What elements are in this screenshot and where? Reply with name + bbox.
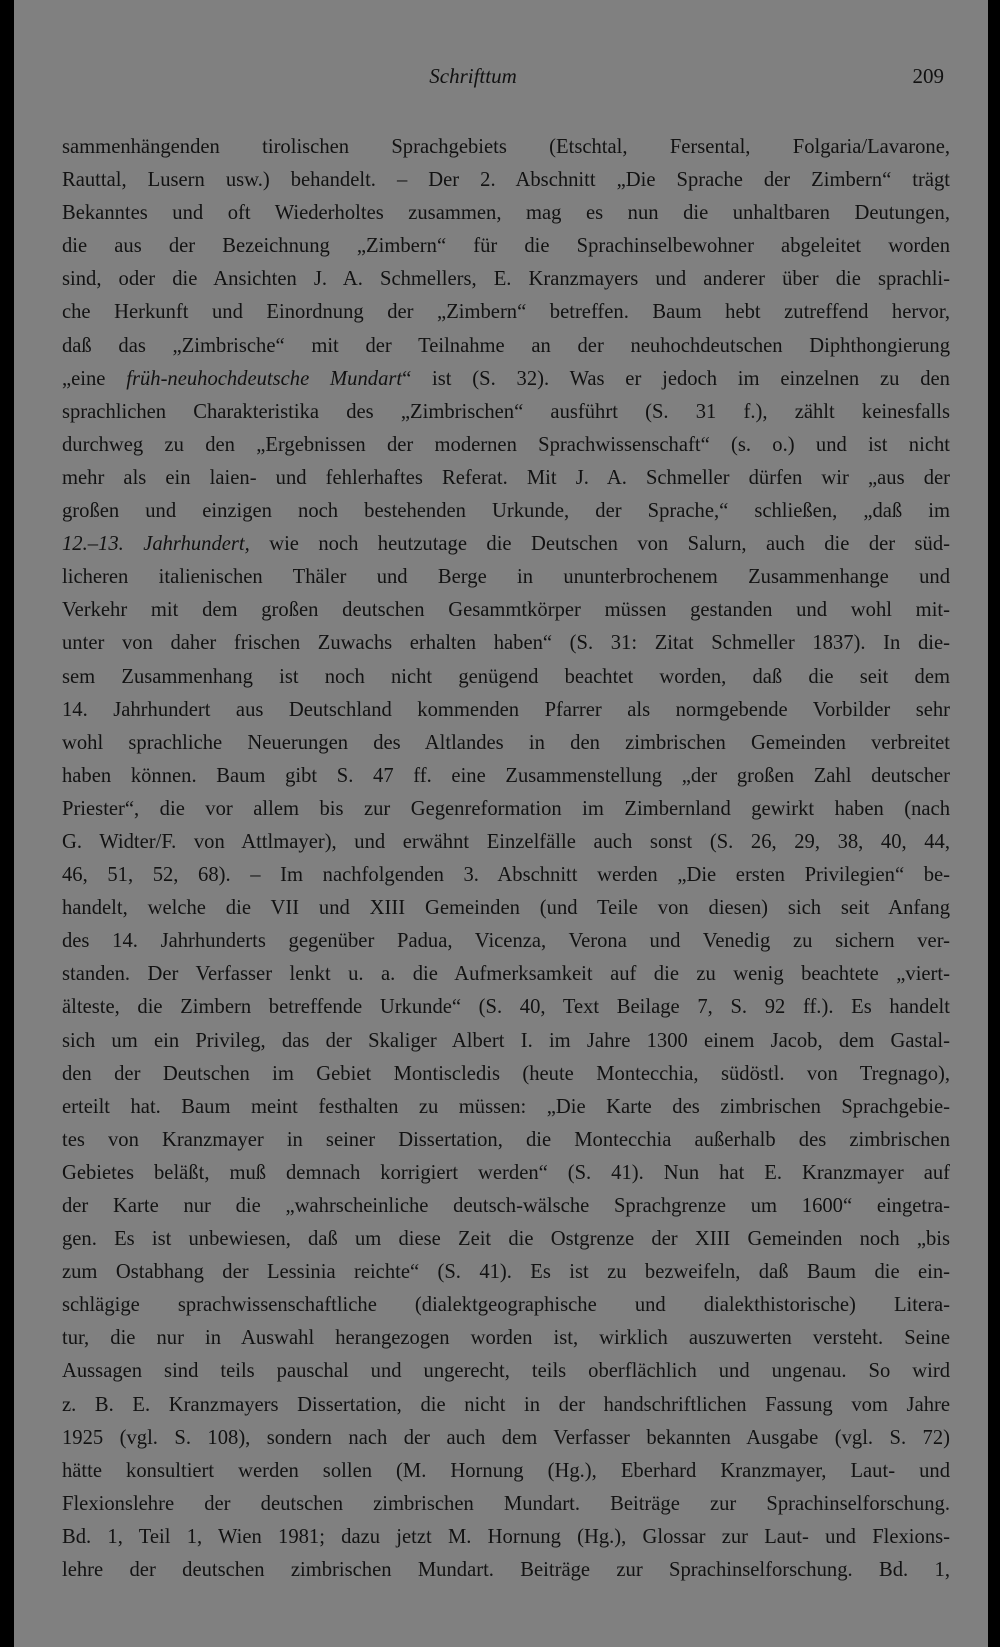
body-text (62, 131, 950, 1587)
text-line (62, 661, 950, 694)
text-run: mehr als ein laien- und fehlerhaftes Referat. Mit J. A. Schmeller dürfen wir „aus der (62, 466, 950, 489)
text-line (62, 1422, 950, 1455)
text-run: standen. Der Verfasser lenkt u. a. die Aufmerksamkeit auf die zu wenig beachtete „viert- (62, 963, 950, 986)
text-run: sammenhängenden tirolischen Sprachgebiets (Etschtal, Fersental, Folgaria/Lavarone, (62, 136, 950, 158)
text-line (62, 429, 950, 462)
text-line (62, 1256, 950, 1289)
text-run: durchweg zu den „Ergebnissen der modernen Sprachwissenschaft“ (s. o.) und ist nicht (62, 433, 950, 456)
text-line (62, 396, 950, 429)
book-page (14, 0, 988, 1647)
text-run: zum Ostabhang der Lessinia reichte“ (S. 41). Es ist zu bezweifeln, daß Baum die ein- (62, 1261, 950, 1284)
text-line (62, 1554, 950, 1587)
italic-text: früh-neuhochdeutsche Mundart (126, 367, 403, 390)
text-line (62, 1455, 950, 1488)
text-line (62, 363, 950, 396)
text-run: tes von Kranzmayer in seiner Dissertation, die Montecchia außerhalb des zimbrischen (62, 1128, 950, 1151)
text-line (62, 1521, 950, 1554)
running-head (14, 64, 988, 94)
text-run: „eine (62, 367, 127, 390)
text-run: Aussagen sind teils pauschal und ungerecht, teils oberflächlich und ungenau. So wird (62, 1360, 950, 1383)
text-line (62, 230, 950, 263)
text-line (62, 197, 950, 230)
text-line (62, 627, 950, 660)
text-line (62, 859, 950, 892)
text-line (62, 263, 950, 296)
text-line (62, 1058, 950, 1091)
text-run: Bd. 1, Teil 1, Wien 1981; dazu jetzt M. Hornung (Hg.), Glossar zur Laut- und Flexions- (62, 1525, 950, 1548)
text-run: z. B. E. Kranzmayers Dissertation, die nicht in der handschriftlichen Fassung vom Jahre (62, 1393, 950, 1416)
text-line (62, 826, 950, 859)
text-line (62, 760, 950, 793)
text-run: Gebietes beläßt, muß demnach korrigiert werden“ (S. 41). Nun hat E. Kranzmayer auf (62, 1161, 950, 1184)
text-line (62, 694, 950, 727)
page-number: 209 (912, 64, 944, 88)
text-line (62, 1289, 950, 1322)
text-run: Priester“, die vor allem bis zur Gegenreformation im Zimbernland gewirkt haben (nach (62, 797, 950, 820)
text-run: Flexionslehre der deutschen zimbrischen Mundart. Beiträge zur Sprachinselforschung. (62, 1492, 950, 1515)
text-line (62, 925, 950, 958)
text-line (62, 561, 950, 594)
text-line (62, 892, 950, 925)
text-run: 46, 51, 52, 68). – Im nachfolgenden 3. Abschnitt werden „Die ersten Privilegien“ be- (62, 864, 950, 887)
text-run: G. Widter/F. von Attlmayer), und erwähnt Einzelfälle auch sonst (S. 26, 29, 38, 40, 44, (62, 830, 950, 853)
text-line (62, 330, 950, 363)
text-line (62, 793, 950, 826)
text-run: Verkehr mit dem großen deutschen Gesammtkörper müssen gestanden und wohl mit- (62, 599, 950, 622)
text-run: hätte konsultiert werden sollen (M. Hornung (Hg.), Eberhard Kranzmayer, Laut- und (62, 1459, 950, 1482)
text-line (62, 296, 950, 329)
text-run: handelt, welche die VII und XIII Gemeinden (und Teile von diesen) sich seit Anfang (62, 897, 950, 920)
text-run: Bekanntes und oft Wiederholtes zusammen, mag es nun die unhaltbaren Deutungen, (62, 202, 950, 225)
text-line (62, 727, 950, 760)
text-run: che Herkunft und Einordnung der „Zimbern“ betreffen. Baum hebt zutreffend hervor, (62, 301, 950, 324)
text-line (62, 1091, 950, 1124)
text-run: sind, oder die Ansichten J. A. Schmellers, E. Kranzmayers und anderer über die sprachli- (62, 268, 950, 291)
text-run: des 14. Jahrhunderts gegenüber Padua, Vicenza, Verona und Venedig zu sichern ver- (62, 930, 950, 953)
text-line (62, 1355, 950, 1388)
text-run: wie noch heutzutage die Deutschen von Salurn, auch die der süd- (249, 533, 950, 556)
text-run: tur, die nur in Auswahl herangezogen worden ist, wirklich auszuwerten versteht. Seine (62, 1327, 950, 1350)
text-run: wohl sprachliche Neuerungen des Altlandes in den zimbrischen Gemeinden verbreitet (62, 731, 950, 754)
text-run: “ ist (S. 32). Was er jedoch im einzelnen zu den (402, 367, 950, 390)
text-line (62, 1157, 950, 1190)
text-run: großen und einzigen noch bestehenden Urkunde, der Sprache,“ schließen, „daß im (62, 500, 950, 523)
text-line (62, 958, 950, 991)
text-run: 14. Jahrhundert aus Deutschland kommenden Pfarrer als normgebende Vorbilder sehr (62, 698, 950, 721)
text-line (62, 1025, 950, 1058)
text-run: älteste, die Zimbern betreffende Urkunde“ (S. 40, Text Beilage 7, S. 92 ff.). Es handelt (62, 996, 950, 1019)
text-run: sich um ein Privileg, das der Skaliger Albert I. im Jahre 1300 einem Jacob, dem Gastal- (62, 1029, 950, 1052)
text-run: unter von daher frischen Zuwachs erhalten haben“ (S. 31: Zitat Schmeller 1837). In die- (62, 632, 950, 655)
text-run: erteilt hat. Baum meint festhalten zu müssen: „Die Karte des zimbrischen Sprachgebie- (62, 1095, 950, 1118)
text-line (62, 462, 950, 495)
text-line (62, 1190, 950, 1223)
text-line (62, 594, 950, 627)
italic-text: 12.–13. Jahrhundert, (62, 533, 250, 556)
text-run: lehre der deutschen zimbrischen Mundart. Beiträge zur Sprachinselforschung. Bd. 1, (62, 1559, 950, 1582)
text-run: der Karte nur die „wahrscheinliche deutsch-wälsche Sprachgrenze um 1600“ eingetra- (62, 1195, 950, 1217)
text-run: sprachlichen Charakteristika des „Zimbrischen“ ausführt (S. 31 f.), zählt keinesfalls (62, 400, 950, 423)
text-line (62, 495, 950, 528)
text-run: schlägige sprachwissenschaftliche (dialektgeographische und dialekthistorische) Litera- (62, 1294, 950, 1317)
text-run: 1925 (vgl. S. 108), sondern nach der auch dem Verfasser bekannten Ausgabe (vgl. S. 72) (62, 1426, 950, 1449)
text-line (62, 164, 950, 197)
text-run: den der Deutschen im Gebiet Montiscledis (heute Montecchia, südöstl. von Tregnago), (62, 1062, 950, 1085)
text-line (62, 1322, 950, 1355)
text-line (62, 1124, 950, 1157)
text-line (62, 1389, 950, 1422)
text-run: daß das „Zimbrische“ mit der Teilnahme an der neuhochdeutschen Diphthongierung (62, 334, 950, 357)
text-line (62, 528, 950, 561)
text-line (62, 131, 950, 164)
text-line (62, 1488, 950, 1521)
text-run: sem Zusammenhang ist noch nicht genügend beachtet worden, daß die seit dem (62, 665, 950, 688)
text-run: haben können. Baum gibt S. 47 ff. eine Zusammenstellung „der großen Zahl deutscher (62, 764, 950, 787)
text-line (62, 1223, 950, 1256)
text-line (62, 991, 950, 1024)
text-run: gen. Es ist unbewiesen, daß um diese Zeit die Ostgrenze der XIII Gemeinden noch „bis (62, 1228, 950, 1251)
running-head-title: Schrifttum (429, 64, 517, 88)
text-run: die aus der Bezeichnung „Zimbern“ für die Sprachinselbewohner abgeleitet worden (62, 235, 950, 258)
text-run: Rauttal, Lusern usw.) behandelt. – Der 2. Abschnitt „Die Sprache der Zimbern“ trägt (62, 169, 950, 192)
text-run: licheren italienischen Thäler und Berge in ununterbrochenem Zusammenhange und (62, 566, 950, 589)
